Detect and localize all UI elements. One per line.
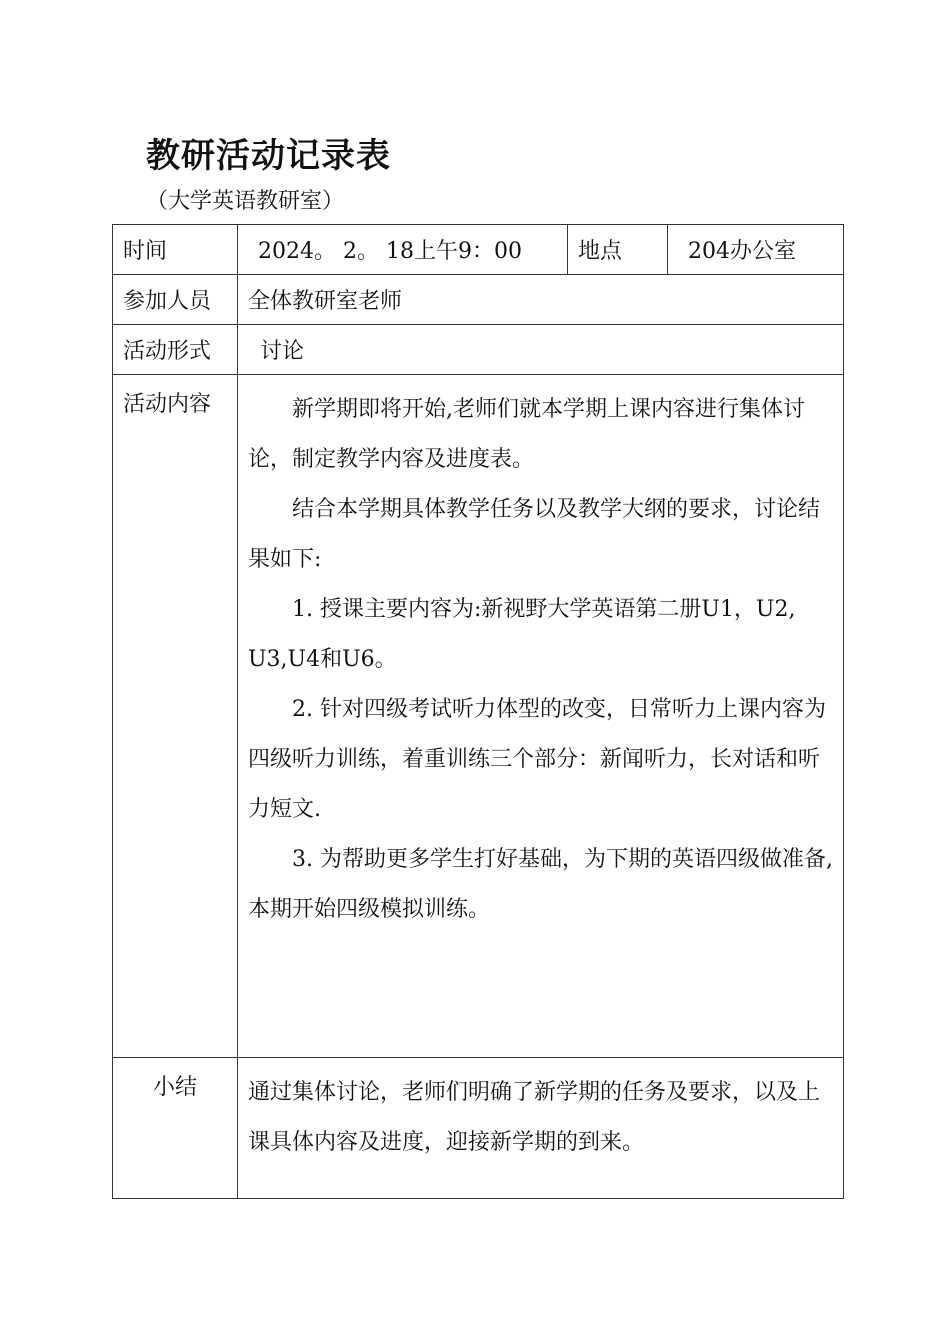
record-table xyxy=(112,224,844,1199)
content-paragraph: 2. 针对四级考试听力体型的改变，日常听力上课内容为四级听力训练，着重训练三个部分：新闻听力，长对话和听力短文. xyxy=(248,697,826,822)
summary-value xyxy=(238,1058,844,1199)
time-row xyxy=(113,225,844,275)
content-paragraph: 3. 为帮助更多学生打好基础，为下期的英语四级做准备,本期开始四级模拟训练。 xyxy=(248,847,833,922)
participants-row xyxy=(113,275,844,325)
summary-text: 通过集体讨论，老师们明确了新学期的任务及要求，以及上课具体内容及进度，迎接新学期的到来。 xyxy=(248,1080,821,1155)
form-row xyxy=(113,325,844,375)
page-subtitle: （大学英语教研室） xyxy=(146,189,345,214)
participants-label: 参加人员 xyxy=(113,275,238,325)
form-label: 活动形式 xyxy=(113,325,238,375)
content-label: 活动内容 xyxy=(113,375,238,1058)
participants-value: 全体教研室老师 xyxy=(238,275,844,325)
content-paragraph: 结合本学期具体教学任务以及教学大纲的要求，讨论结果如下: xyxy=(248,497,821,572)
summary-label: 小结 xyxy=(113,1058,238,1199)
time-value: 2024。 2。 18上午9：00 xyxy=(238,225,568,275)
content-paragraph: 新学期即将开始,老师们就本学期上课内容进行集体讨论，制定教学内容及进度表。 xyxy=(248,397,805,472)
content-paragraph: 1. 授课主要内容为:新视野大学英语第二册U1，U2, U3,U4和U6。 xyxy=(248,597,796,672)
summary-row xyxy=(113,1058,844,1199)
content-row xyxy=(113,375,844,1058)
time-label: 时间 xyxy=(113,225,238,275)
page-title: 教研活动记录表 xyxy=(146,136,391,176)
place-value: 204办公室 xyxy=(668,225,844,275)
content-value xyxy=(238,375,844,1058)
place-label: 地点 xyxy=(568,225,668,275)
form-value: 讨论 xyxy=(238,325,844,375)
